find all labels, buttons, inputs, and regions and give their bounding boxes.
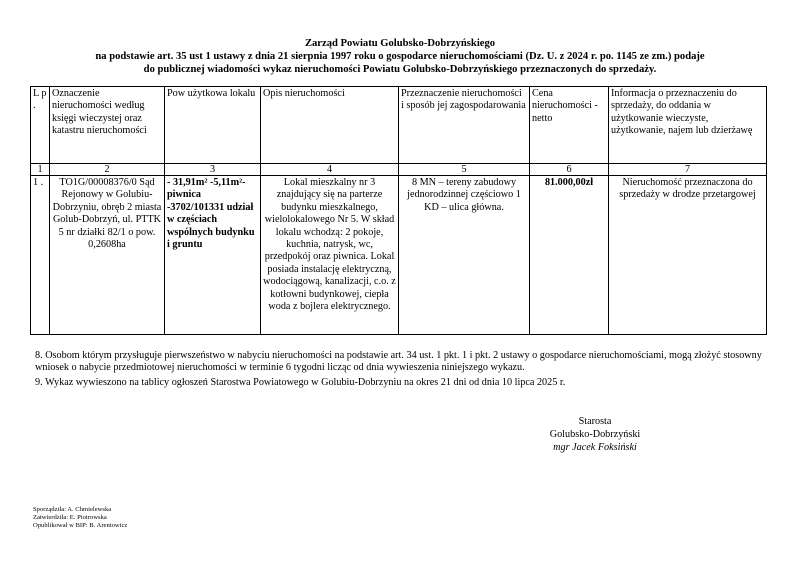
header-cena: Cena nieruchomości - netto [530, 87, 609, 164]
signature-title: Starosta [578, 416, 612, 427]
column-number: 6 [530, 164, 609, 176]
header-oznaczenie: Oznaczenie nieruchomości według księgi wieczystej oraz katastru nieruchomości [50, 87, 165, 164]
row-powierzchnia: - 31,91m² -5,11m²-piwnica -3702/101331 udział w częściach wspólnych budynku i gruntu [165, 176, 261, 335]
row-oznaczenie: TO1G/00008376/0 Sąd Rejonowy w Golubiu-Dobrzyniu, obręb 2 miasta Golub-Dobrzyń, ul. PTTK 5 nr działki 82/1 o pow. 0,2608ha [50, 176, 165, 335]
table-row [31, 176, 767, 335]
paragraph-8: 8. Osobom którym przysługuje pierwszeństwo w nabyciu nieruchomości na podstawie art. 34 ust. 1 pkt. 1 i pkt. 2 ustawy o gospodarce nieruchomościami, mogą złożyć stosowny wniosek o nabycie przedmiotowej nieruchomości w terminie 6 tygodni licząc od dnia wywieszenia niniejszego wykazu. [35, 350, 762, 374]
table-header-row [31, 87, 767, 164]
document-title: Zarząd Powiatu Golubsko-Dobrzyńskiego [304, 38, 496, 49]
column-number: 4 [261, 164, 399, 176]
footer-prepared-by: Sporządziła: A. Chmielewska [33, 506, 112, 513]
signature-region: Golubsko-Dobrzyński [549, 429, 641, 440]
property-table [30, 86, 767, 335]
column-number: 3 [165, 164, 261, 176]
paragraph-9: 9. Wykaz wywieszono na tablicy ogłoszeń Starostwa Powiatowego w Golubiu-Dobrzyniu na okres 21 dni od dnia 10 lipca 2025 r. [35, 377, 566, 388]
document-subtitle-line-1: na podstawie art. 35 ust 1 ustawy z dnia 21 sierpnia 1997 roku o gospodarce nieruchomościami (Dz. U. z 2024 r. po. 1145 ze zm.) podaje [95, 51, 705, 62]
column-number: 7 [609, 164, 767, 176]
header-informacja: Informacja o przeznaczeniu do sprzedaży, do oddania w użytkowanie wieczyste, użytkowanie, najem lub dzierżawę [609, 87, 767, 164]
header-lp: L p . [31, 87, 50, 164]
row-przeznaczenie: 8 MN – tereny zabudowy jednorodzinnej częściowo 1 KD – ulica główna. [399, 176, 530, 335]
column-number: 5 [399, 164, 530, 176]
document-subtitle-line-2: do publicznej wiadomości wykaz nieruchomości Powiatu Golubsko-Dobrzyńskiego przeznaczonych do sprzedaży. [143, 64, 657, 75]
row-lp: 1 . [31, 176, 50, 335]
header-przeznaczenie: Przeznaczenie nieruchomości i sposób jej zagospodarowania [399, 87, 530, 164]
row-opis: Lokal mieszkalny nr 3 znajdujący się na parterze budynku mieszkalnego, wielolokalowego Nr 5. W skład lokalu wchodzą: 2 pokoje, kuchnia, natrysk, wc, przedpokój oraz piwnica. Lokal posiada instalację elektryczną, wodociągową, kanalizacji, c.o. z kotłowni budynkowej, ciepła woda z bojlera elektrycznego. [261, 176, 399, 335]
footer-approved-by: Zatwierdziła: E. Piotrowska [33, 514, 107, 521]
row-informacja: Nieruchomość przeznaczona do sprzedaży w drodze przetargowej [609, 176, 767, 335]
header-opis: Opis nieruchomości [261, 87, 399, 164]
signature-name: mgr Jacek Foksiński [553, 442, 637, 453]
column-number: 2 [50, 164, 165, 176]
column-number: 1 [31, 164, 50, 176]
header-powierzchnia: Pow użytkowa lokalu [165, 87, 261, 164]
table-number-row [31, 164, 767, 176]
row-cena: 81.000,00zł [530, 176, 609, 335]
footer-published-by: Opublikował w BIP: B. Arentowicz [33, 522, 128, 529]
